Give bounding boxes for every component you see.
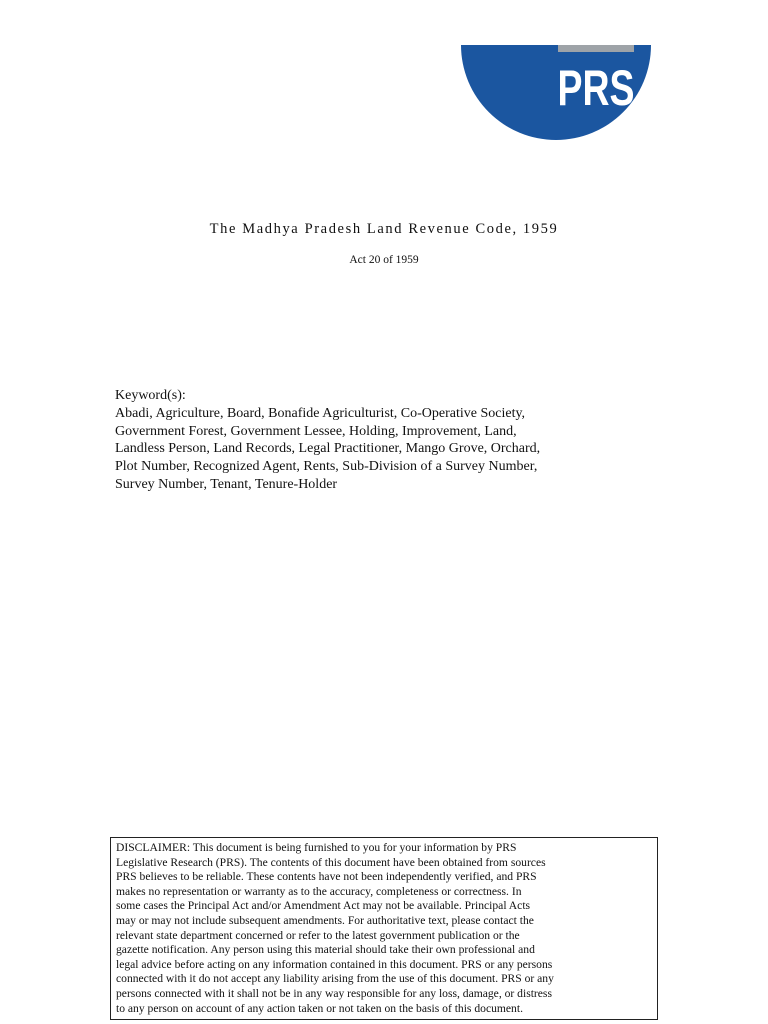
disclaimer-line: gazette notification. Any person using this material should take their own professional and	[116, 943, 535, 957]
logo-text: PRS	[557, 60, 635, 116]
keywords-heading: Keyword(s):	[115, 388, 186, 403]
disclaimer-line: legal advice before acting on any information contained in this document. PRS or any persons	[116, 957, 553, 971]
keywords-line: Government Forest, Government Lessee, Holding, Improvement, Land,	[115, 423, 517, 439]
disclaimer-line: to any person on account of any action taken or not taken on the basis of this document.	[116, 1001, 523, 1015]
disclaimer-line: connected with it do not accept any liability arising from the use of this document. PRS or any	[116, 972, 554, 986]
disclaimer-line: Legislative Research (PRS). The contents of this document have been obtained from sources	[116, 855, 546, 869]
keywords-line: Landless Person, Land Records, Legal Practitioner, Mango Grove, Orchard,	[115, 441, 541, 457]
disclaimer-line: PRS believes to be reliable. These contents have not been independently verified, and PRS	[116, 870, 537, 884]
disclaimer-line: some cases the Principal Act and/or Amendment Act may not be available. Principal Acts	[116, 899, 531, 913]
disclaimer-line: DISCLAIMER: This document is being furnished to you for your information by PRS	[116, 841, 517, 854]
disclaimer-box	[110, 837, 658, 1020]
logo-grey-bar	[558, 45, 634, 52]
disclaimer-line: makes no representation or warranty as to the accuracy, completeness or correctness. In	[116, 884, 522, 898]
document-title: The Madhya Pradesh Land Revenue Code, 1959	[209, 221, 559, 237]
keywords-line: Abadi, Agriculture, Board, Bonafide Agriculturist, Co-Operative Society,	[115, 405, 526, 421]
disclaimer-line: relevant state department concerned or refer to the latest government publication or the	[116, 928, 520, 942]
prs-logo	[460, 45, 652, 149]
act-number: Act 20 of 1959	[349, 254, 419, 266]
disclaimer-line: may or may not include subsequent amendments. For authoritative text, please contact the	[116, 913, 534, 927]
keywords-line: Survey Number, Tenant, Tenure-Holder	[115, 476, 338, 492]
keywords-section	[115, 387, 675, 494]
disclaimer-line: persons connected with it shall not be in any way responsible for any loss, damage, or distress	[116, 986, 552, 1000]
keywords-line: Plot Number, Recognized Agent, Rents, Sub-Division of a Survey Number,	[115, 459, 538, 475]
